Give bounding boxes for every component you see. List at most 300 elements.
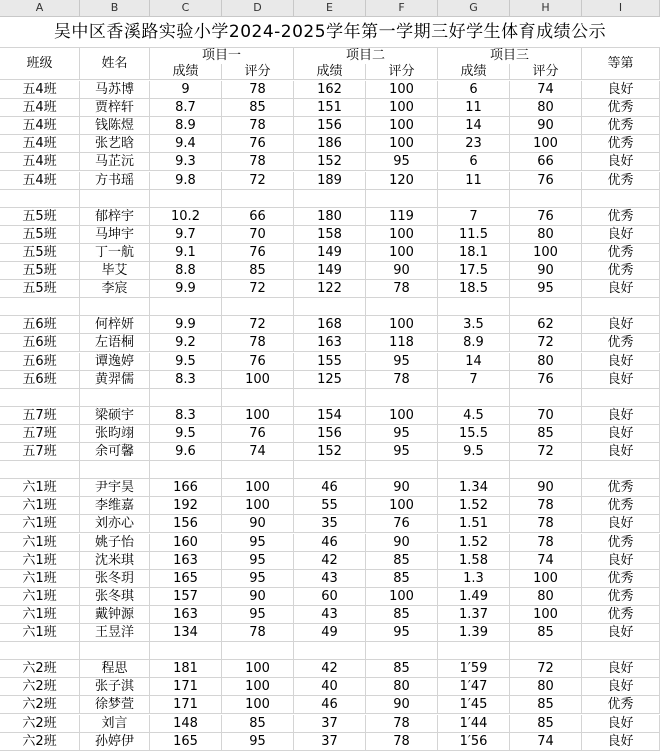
cell-b[interactable]: 孙婷伊 bbox=[80, 733, 150, 751]
cell-f[interactable]: 95 bbox=[366, 153, 438, 171]
cell-h[interactable]: 76 bbox=[510, 172, 582, 190]
cell-a[interactable]: 五5班 bbox=[0, 226, 80, 244]
cell-c[interactable] bbox=[150, 642, 222, 660]
cell-g[interactable]: 1.49 bbox=[438, 588, 510, 606]
cell-e[interactable]: 46 bbox=[294, 534, 366, 552]
cell-a[interactable]: 五5班 bbox=[0, 262, 80, 280]
cell-i[interactable]: 优秀 bbox=[582, 570, 660, 588]
header-item1-score[interactable]: 成绩 bbox=[150, 64, 222, 80]
cell-d[interactable]: 76 bbox=[222, 353, 294, 371]
cell-b[interactable] bbox=[80, 190, 150, 208]
cell-b[interactable]: 张冬琪 bbox=[80, 588, 150, 606]
column-letter-b[interactable]: B bbox=[80, 0, 150, 16]
cell-d[interactable]: 95 bbox=[222, 733, 294, 751]
cell-f[interactable]: 90 bbox=[366, 696, 438, 714]
cell-d[interactable]: 90 bbox=[222, 515, 294, 533]
cell-a[interactable]: 五7班 bbox=[0, 407, 80, 425]
cell-i[interactable]: 优秀 bbox=[582, 135, 660, 153]
cell-i[interactable]: 优秀 bbox=[582, 244, 660, 262]
cell-b[interactable]: 沈米琪 bbox=[80, 552, 150, 570]
cell-i[interactable]: 优秀 bbox=[582, 172, 660, 190]
cell-d[interactable] bbox=[222, 190, 294, 208]
cell-h[interactable] bbox=[510, 461, 582, 479]
cell-f[interactable]: 100 bbox=[366, 497, 438, 515]
cell-f[interactable]: 85 bbox=[366, 570, 438, 588]
cell-h[interactable]: 78 bbox=[510, 497, 582, 515]
cell-h[interactable] bbox=[510, 190, 582, 208]
cell-b[interactable]: 李宸 bbox=[80, 280, 150, 298]
cell-d[interactable]: 95 bbox=[222, 552, 294, 570]
cell-b[interactable]: 郁梓宇 bbox=[80, 208, 150, 226]
cell-h[interactable]: 80 bbox=[510, 226, 582, 244]
cell-c[interactable]: 8.3 bbox=[150, 407, 222, 425]
cell-c[interactable]: 157 bbox=[150, 588, 222, 606]
cell-d[interactable]: 90 bbox=[222, 588, 294, 606]
column-letter-i[interactable]: I bbox=[582, 0, 660, 16]
cell-i[interactable] bbox=[582, 461, 660, 479]
cell-c[interactable]: 9.3 bbox=[150, 153, 222, 171]
cell-a[interactable]: 五6班 bbox=[0, 371, 80, 389]
cell-b[interactable]: 余可馨 bbox=[80, 443, 150, 461]
cell-c[interactable] bbox=[150, 389, 222, 407]
cell-a[interactable]: 六1班 bbox=[0, 552, 80, 570]
cell-d[interactable]: 95 bbox=[222, 570, 294, 588]
sheet-title[interactable]: 吴中区香溪路实验小学2024-2025学年第一学期三好学生体育成绩公示 bbox=[0, 17, 660, 48]
cell-g[interactable]: 11 bbox=[438, 99, 510, 117]
cell-g[interactable]: 1′59 bbox=[438, 660, 510, 678]
cell-e[interactable]: 35 bbox=[294, 515, 366, 533]
cell-e[interactable]: 156 bbox=[294, 425, 366, 443]
cell-b[interactable]: 刘言 bbox=[80, 715, 150, 733]
cell-f[interactable]: 100 bbox=[366, 407, 438, 425]
cell-i[interactable]: 良好 bbox=[582, 552, 660, 570]
cell-c[interactable]: 148 bbox=[150, 715, 222, 733]
cell-e[interactable]: 42 bbox=[294, 552, 366, 570]
cell-g[interactable]: 7 bbox=[438, 371, 510, 389]
cell-d[interactable]: 85 bbox=[222, 715, 294, 733]
cell-e[interactable] bbox=[294, 389, 366, 407]
cell-d[interactable]: 100 bbox=[222, 407, 294, 425]
cell-c[interactable]: 10.2 bbox=[150, 208, 222, 226]
cell-h[interactable]: 66 bbox=[510, 153, 582, 171]
cell-h[interactable] bbox=[510, 642, 582, 660]
cell-f[interactable]: 90 bbox=[366, 262, 438, 280]
cell-e[interactable]: 55 bbox=[294, 497, 366, 515]
cell-d[interactable]: 66 bbox=[222, 208, 294, 226]
cell-c[interactable]: 134 bbox=[150, 624, 222, 642]
cell-i[interactable]: 优秀 bbox=[582, 208, 660, 226]
cell-f[interactable]: 85 bbox=[366, 606, 438, 624]
cell-d[interactable]: 74 bbox=[222, 443, 294, 461]
cell-d[interactable]: 85 bbox=[222, 99, 294, 117]
cell-b[interactable]: 方书瑶 bbox=[80, 172, 150, 190]
cell-h[interactable]: 76 bbox=[510, 371, 582, 389]
cell-f[interactable]: 100 bbox=[366, 81, 438, 99]
cell-g[interactable]: 18.1 bbox=[438, 244, 510, 262]
cell-f[interactable]: 120 bbox=[366, 172, 438, 190]
cell-b[interactable]: 马芷沅 bbox=[80, 153, 150, 171]
cell-c[interactable]: 171 bbox=[150, 696, 222, 714]
cell-b[interactable]: 张子淇 bbox=[80, 678, 150, 696]
cell-d[interactable]: 100 bbox=[222, 696, 294, 714]
cell-c[interactable]: 9.9 bbox=[150, 280, 222, 298]
cell-b[interactable] bbox=[80, 298, 150, 316]
cell-i[interactable]: 良好 bbox=[582, 153, 660, 171]
cell-d[interactable]: 70 bbox=[222, 226, 294, 244]
cell-i[interactable]: 优秀 bbox=[582, 606, 660, 624]
cell-g[interactable]: 15.5 bbox=[438, 425, 510, 443]
cell-e[interactable]: 37 bbox=[294, 733, 366, 751]
cell-e[interactable]: 152 bbox=[294, 443, 366, 461]
cell-f[interactable]: 100 bbox=[366, 135, 438, 153]
cell-b[interactable] bbox=[80, 389, 150, 407]
cell-i[interactable]: 优秀 bbox=[582, 588, 660, 606]
cell-g[interactable]: 11 bbox=[438, 172, 510, 190]
cell-d[interactable]: 72 bbox=[222, 316, 294, 334]
cell-i[interactable]: 良好 bbox=[582, 443, 660, 461]
cell-a[interactable]: 六1班 bbox=[0, 606, 80, 624]
cell-f[interactable] bbox=[366, 642, 438, 660]
cell-i[interactable]: 良好 bbox=[582, 660, 660, 678]
cell-h[interactable]: 100 bbox=[510, 135, 582, 153]
cell-b[interactable]: 张冬玥 bbox=[80, 570, 150, 588]
cell-i[interactable]: 优秀 bbox=[582, 497, 660, 515]
cell-c[interactable]: 9.4 bbox=[150, 135, 222, 153]
cell-d[interactable]: 85 bbox=[222, 262, 294, 280]
cell-f[interactable]: 100 bbox=[366, 588, 438, 606]
cell-h[interactable]: 85 bbox=[510, 624, 582, 642]
cell-c[interactable]: 9.5 bbox=[150, 425, 222, 443]
cell-f[interactable]: 78 bbox=[366, 715, 438, 733]
cell-h[interactable]: 78 bbox=[510, 534, 582, 552]
cell-e[interactable]: 46 bbox=[294, 696, 366, 714]
cell-g[interactable]: 23 bbox=[438, 135, 510, 153]
cell-c[interactable]: 171 bbox=[150, 678, 222, 696]
cell-i[interactable]: 优秀 bbox=[582, 99, 660, 117]
column-letter-f[interactable]: F bbox=[366, 0, 438, 16]
cell-c[interactable]: 9.7 bbox=[150, 226, 222, 244]
cell-e[interactable]: 122 bbox=[294, 280, 366, 298]
cell-h[interactable]: 100 bbox=[510, 244, 582, 262]
cell-c[interactable] bbox=[150, 190, 222, 208]
cell-h[interactable]: 90 bbox=[510, 117, 582, 135]
cell-h[interactable]: 72 bbox=[510, 334, 582, 352]
column-letter-d[interactable]: D bbox=[222, 0, 294, 16]
cell-c[interactable]: 165 bbox=[150, 733, 222, 751]
cell-g[interactable]: 8.9 bbox=[438, 334, 510, 352]
cell-g[interactable]: 1.52 bbox=[438, 497, 510, 515]
cell-d[interactable]: 95 bbox=[222, 606, 294, 624]
cell-b[interactable]: 何梓妍 bbox=[80, 316, 150, 334]
cell-b[interactable]: 马坤宇 bbox=[80, 226, 150, 244]
cell-d[interactable]: 76 bbox=[222, 135, 294, 153]
cell-f[interactable]: 90 bbox=[366, 534, 438, 552]
cell-b[interactable]: 李维嘉 bbox=[80, 497, 150, 515]
cell-g[interactable]: 1.39 bbox=[438, 624, 510, 642]
cell-h[interactable]: 80 bbox=[510, 588, 582, 606]
cell-g[interactable]: 9.5 bbox=[438, 443, 510, 461]
cell-g[interactable]: 17.5 bbox=[438, 262, 510, 280]
cell-e[interactable] bbox=[294, 461, 366, 479]
cell-d[interactable]: 76 bbox=[222, 425, 294, 443]
cell-c[interactable]: 156 bbox=[150, 515, 222, 533]
cell-a[interactable] bbox=[0, 642, 80, 660]
header-name[interactable]: 姓名 bbox=[80, 48, 150, 80]
cell-e[interactable]: 149 bbox=[294, 262, 366, 280]
cell-b[interactable]: 王昱洋 bbox=[80, 624, 150, 642]
cell-b[interactable]: 徐梦萱 bbox=[80, 696, 150, 714]
cell-i[interactable]: 良好 bbox=[582, 226, 660, 244]
cell-c[interactable]: 166 bbox=[150, 479, 222, 497]
column-letter-h[interactable]: H bbox=[510, 0, 582, 16]
cell-h[interactable]: 80 bbox=[510, 353, 582, 371]
cell-d[interactable]: 100 bbox=[222, 371, 294, 389]
cell-h[interactable]: 70 bbox=[510, 407, 582, 425]
cell-g[interactable]: 18.5 bbox=[438, 280, 510, 298]
column-letter-e[interactable]: E bbox=[294, 0, 366, 16]
cell-b[interactable]: 梁硕宇 bbox=[80, 407, 150, 425]
cell-c[interactable]: 9.8 bbox=[150, 172, 222, 190]
cell-f[interactable]: 78 bbox=[366, 280, 438, 298]
cell-g[interactable]: 11.5 bbox=[438, 226, 510, 244]
cell-a[interactable]: 六2班 bbox=[0, 733, 80, 751]
cell-d[interactable]: 78 bbox=[222, 153, 294, 171]
cell-e[interactable]: 40 bbox=[294, 678, 366, 696]
cell-f[interactable]: 100 bbox=[366, 226, 438, 244]
cell-f[interactable]: 95 bbox=[366, 443, 438, 461]
cell-a[interactable]: 六2班 bbox=[0, 696, 80, 714]
cell-f[interactable]: 90 bbox=[366, 479, 438, 497]
cell-i[interactable]: 优秀 bbox=[582, 262, 660, 280]
cell-i[interactable]: 良好 bbox=[582, 715, 660, 733]
cell-d[interactable]: 78 bbox=[222, 624, 294, 642]
cell-d[interactable]: 78 bbox=[222, 334, 294, 352]
cell-d[interactable]: 95 bbox=[222, 534, 294, 552]
cell-e[interactable]: 156 bbox=[294, 117, 366, 135]
cell-a[interactable] bbox=[0, 389, 80, 407]
cell-g[interactable]: 7 bbox=[438, 208, 510, 226]
cell-a[interactable]: 六1班 bbox=[0, 624, 80, 642]
cell-f[interactable]: 76 bbox=[366, 515, 438, 533]
cell-h[interactable]: 85 bbox=[510, 696, 582, 714]
cell-h[interactable]: 72 bbox=[510, 443, 582, 461]
cell-d[interactable]: 100 bbox=[222, 678, 294, 696]
cell-g[interactable]: 1.37 bbox=[438, 606, 510, 624]
cell-e[interactable]: 154 bbox=[294, 407, 366, 425]
cell-g[interactable]: 14 bbox=[438, 117, 510, 135]
cell-d[interactable] bbox=[222, 642, 294, 660]
cell-h[interactable]: 80 bbox=[510, 99, 582, 117]
cell-h[interactable]: 72 bbox=[510, 660, 582, 678]
cell-d[interactable] bbox=[222, 298, 294, 316]
cell-g[interactable]: 1.34 bbox=[438, 479, 510, 497]
cell-i[interactable]: 良好 bbox=[582, 515, 660, 533]
cell-f[interactable]: 100 bbox=[366, 316, 438, 334]
cell-i[interactable]: 良好 bbox=[582, 407, 660, 425]
cell-d[interactable]: 100 bbox=[222, 497, 294, 515]
cell-i[interactable]: 优秀 bbox=[582, 479, 660, 497]
cell-e[interactable]: 151 bbox=[294, 99, 366, 117]
cell-b[interactable]: 黄羿儒 bbox=[80, 371, 150, 389]
cell-g[interactable]: 1.3 bbox=[438, 570, 510, 588]
cell-f[interactable]: 118 bbox=[366, 334, 438, 352]
cell-a[interactable] bbox=[0, 298, 80, 316]
cell-c[interactable]: 9 bbox=[150, 81, 222, 99]
cell-e[interactable]: 155 bbox=[294, 353, 366, 371]
cell-h[interactable]: 100 bbox=[510, 570, 582, 588]
cell-a[interactable]: 五5班 bbox=[0, 280, 80, 298]
cell-a[interactable]: 六1班 bbox=[0, 497, 80, 515]
cell-f[interactable] bbox=[366, 190, 438, 208]
cell-c[interactable]: 9.6 bbox=[150, 443, 222, 461]
cell-h[interactable]: 76 bbox=[510, 208, 582, 226]
cell-g[interactable] bbox=[438, 461, 510, 479]
cell-b[interactable]: 刘亦心 bbox=[80, 515, 150, 533]
cell-h[interactable] bbox=[510, 389, 582, 407]
cell-b[interactable]: 张艺晗 bbox=[80, 135, 150, 153]
cell-b[interactable]: 程思 bbox=[80, 660, 150, 678]
cell-i[interactable] bbox=[582, 642, 660, 660]
cell-e[interactable]: 180 bbox=[294, 208, 366, 226]
cell-a[interactable]: 五4班 bbox=[0, 153, 80, 171]
cell-f[interactable]: 100 bbox=[366, 244, 438, 262]
cell-g[interactable]: 1.52 bbox=[438, 534, 510, 552]
cell-d[interactable]: 78 bbox=[222, 117, 294, 135]
cell-a[interactable]: 五6班 bbox=[0, 353, 80, 371]
cell-i[interactable]: 良好 bbox=[582, 371, 660, 389]
cell-i[interactable]: 良好 bbox=[582, 316, 660, 334]
cell-i[interactable]: 良好 bbox=[582, 280, 660, 298]
cell-g[interactable]: 1.58 bbox=[438, 552, 510, 570]
cell-f[interactable]: 100 bbox=[366, 99, 438, 117]
cell-a[interactable]: 五4班 bbox=[0, 81, 80, 99]
cell-f[interactable]: 95 bbox=[366, 624, 438, 642]
cell-c[interactable]: 160 bbox=[150, 534, 222, 552]
cell-b[interactable] bbox=[80, 461, 150, 479]
cell-a[interactable]: 五7班 bbox=[0, 425, 80, 443]
cell-a[interactable]: 五6班 bbox=[0, 316, 80, 334]
cell-h[interactable]: 85 bbox=[510, 425, 582, 443]
cell-g[interactable] bbox=[438, 389, 510, 407]
cell-a[interactable]: 六2班 bbox=[0, 660, 80, 678]
cell-g[interactable]: 3.5 bbox=[438, 316, 510, 334]
cell-i[interactable]: 优秀 bbox=[582, 117, 660, 135]
cell-c[interactable]: 181 bbox=[150, 660, 222, 678]
cell-g[interactable]: 1′47 bbox=[438, 678, 510, 696]
header-item2-rating[interactable]: 评分 bbox=[366, 64, 438, 80]
cell-a[interactable] bbox=[0, 190, 80, 208]
cell-e[interactable]: 46 bbox=[294, 479, 366, 497]
cell-a[interactable]: 五5班 bbox=[0, 244, 80, 262]
cell-f[interactable] bbox=[366, 461, 438, 479]
cell-f[interactable]: 80 bbox=[366, 678, 438, 696]
cell-i[interactable]: 优秀 bbox=[582, 696, 660, 714]
cell-a[interactable]: 五5班 bbox=[0, 208, 80, 226]
cell-e[interactable]: 43 bbox=[294, 606, 366, 624]
cell-c[interactable]: 8.3 bbox=[150, 371, 222, 389]
cell-b[interactable]: 戴钟源 bbox=[80, 606, 150, 624]
cell-i[interactable]: 良好 bbox=[582, 353, 660, 371]
cell-b[interactable]: 马苏博 bbox=[80, 81, 150, 99]
cell-a[interactable]: 六1班 bbox=[0, 570, 80, 588]
cell-c[interactable]: 163 bbox=[150, 606, 222, 624]
cell-g[interactable]: 1.51 bbox=[438, 515, 510, 533]
header-class[interactable]: 班级 bbox=[0, 48, 80, 80]
cell-h[interactable]: 85 bbox=[510, 715, 582, 733]
cell-c[interactable]: 9.9 bbox=[150, 316, 222, 334]
cell-i[interactable]: 良好 bbox=[582, 733, 660, 751]
cell-e[interactable]: 49 bbox=[294, 624, 366, 642]
header-item2[interactable]: 项目二 bbox=[294, 48, 438, 64]
cell-h[interactable]: 78 bbox=[510, 515, 582, 533]
column-letter-a[interactable]: A bbox=[0, 0, 80, 16]
cell-a[interactable]: 六1班 bbox=[0, 515, 80, 533]
cell-f[interactable]: 119 bbox=[366, 208, 438, 226]
cell-f[interactable]: 95 bbox=[366, 353, 438, 371]
cell-e[interactable] bbox=[294, 642, 366, 660]
cell-i[interactable] bbox=[582, 190, 660, 208]
cell-a[interactable]: 五4班 bbox=[0, 172, 80, 190]
cell-h[interactable]: 74 bbox=[510, 733, 582, 751]
cell-i[interactable]: 优秀 bbox=[582, 334, 660, 352]
cell-b[interactable] bbox=[80, 642, 150, 660]
cell-g[interactable]: 1′44 bbox=[438, 715, 510, 733]
header-item2-score[interactable]: 成绩 bbox=[294, 64, 366, 80]
cell-a[interactable]: 五6班 bbox=[0, 334, 80, 352]
cell-e[interactable]: 186 bbox=[294, 135, 366, 153]
cell-c[interactable]: 9.2 bbox=[150, 334, 222, 352]
cell-g[interactable] bbox=[438, 642, 510, 660]
cell-i[interactable]: 良好 bbox=[582, 425, 660, 443]
cell-e[interactable] bbox=[294, 190, 366, 208]
cell-e[interactable] bbox=[294, 298, 366, 316]
cell-a[interactable]: 五4班 bbox=[0, 117, 80, 135]
cell-e[interactable]: 168 bbox=[294, 316, 366, 334]
cell-h[interactable]: 95 bbox=[510, 280, 582, 298]
cell-b[interactable]: 左语桐 bbox=[80, 334, 150, 352]
cell-a[interactable] bbox=[0, 461, 80, 479]
cell-c[interactable] bbox=[150, 461, 222, 479]
cell-a[interactable]: 六1班 bbox=[0, 534, 80, 552]
cell-h[interactable]: 74 bbox=[510, 552, 582, 570]
cell-e[interactable]: 158 bbox=[294, 226, 366, 244]
cell-d[interactable]: 72 bbox=[222, 280, 294, 298]
cell-d[interactable]: 100 bbox=[222, 660, 294, 678]
cell-e[interactable]: 42 bbox=[294, 660, 366, 678]
cell-a[interactable]: 五4班 bbox=[0, 99, 80, 117]
cell-b[interactable]: 姚子怡 bbox=[80, 534, 150, 552]
cell-f[interactable]: 85 bbox=[366, 552, 438, 570]
cell-c[interactable]: 8.8 bbox=[150, 262, 222, 280]
cell-f[interactable]: 100 bbox=[366, 117, 438, 135]
cell-e[interactable]: 162 bbox=[294, 81, 366, 99]
cell-g[interactable]: 4.5 bbox=[438, 407, 510, 425]
cell-a[interactable]: 五4班 bbox=[0, 135, 80, 153]
cell-e[interactable]: 43 bbox=[294, 570, 366, 588]
cell-e[interactable]: 37 bbox=[294, 715, 366, 733]
cell-f[interactable] bbox=[366, 298, 438, 316]
cell-h[interactable]: 62 bbox=[510, 316, 582, 334]
cell-c[interactable]: 8.7 bbox=[150, 99, 222, 117]
cell-d[interactable] bbox=[222, 389, 294, 407]
column-letter-g[interactable]: G bbox=[438, 0, 510, 16]
cell-e[interactable]: 189 bbox=[294, 172, 366, 190]
cell-h[interactable]: 74 bbox=[510, 81, 582, 99]
cell-h[interactable] bbox=[510, 298, 582, 316]
cell-i[interactable] bbox=[582, 298, 660, 316]
cell-b[interactable]: 贾梓轩 bbox=[80, 99, 150, 117]
cell-c[interactable]: 9.1 bbox=[150, 244, 222, 262]
